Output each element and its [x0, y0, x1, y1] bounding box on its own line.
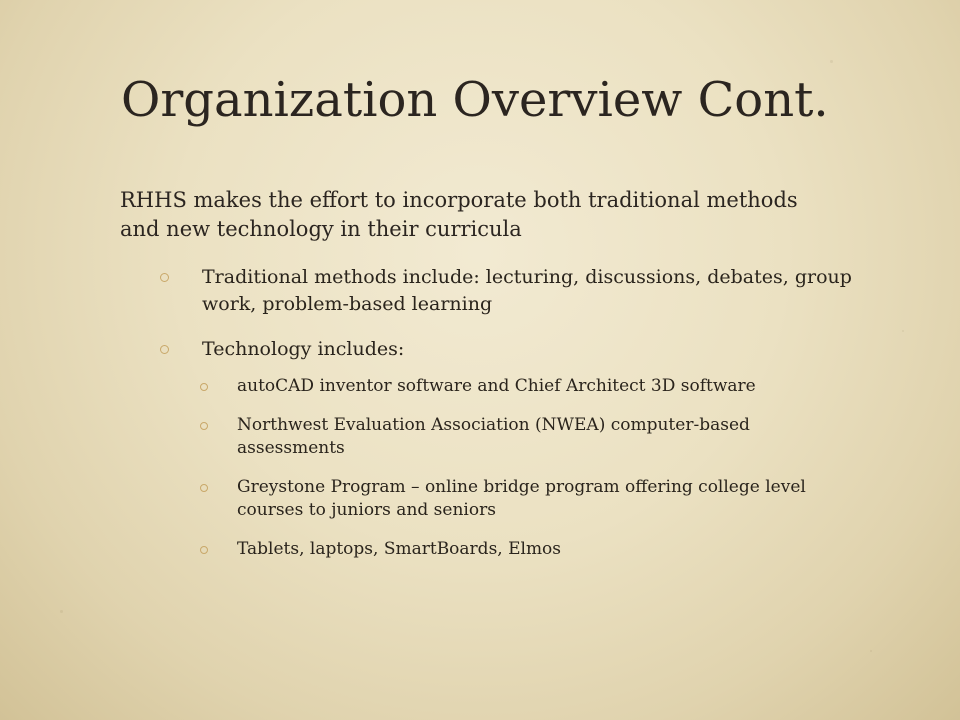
circle-bullet-icon — [200, 383, 208, 391]
circle-bullet-icon — [160, 345, 169, 354]
sub-list-item-text: Greystone Program – online bridge program offering college level courses to juniors and seniors — [237, 477, 806, 520]
list-item-text: Traditional methods include: lecturing, discussions, debates, group work, problem-based learning — [202, 266, 852, 315]
intro-text: RHHS makes the effort to incorporate both traditional methods and new technology in their curricula — [120, 188, 798, 241]
list-item — [160, 336, 860, 561]
texture-speck — [870, 650, 872, 652]
texture-speck — [830, 60, 833, 63]
sub-list-item — [200, 476, 860, 522]
sub-list-item — [200, 538, 860, 561]
circle-bullet-icon — [200, 484, 208, 492]
texture-speck — [60, 610, 63, 613]
circle-bullet-icon — [200, 422, 208, 430]
sub-bullet-list — [200, 375, 860, 561]
bullet-list — [160, 264, 860, 579]
sub-list-item — [200, 414, 860, 460]
slide-title: Organization Overview Cont. — [121, 72, 829, 128]
sub-list-item — [200, 375, 860, 398]
sub-list-item-text: Tablets, laptops, SmartBoards, Elmos — [237, 539, 562, 559]
list-item-text: Technology includes: — [202, 338, 405, 360]
sub-list-item-text: Northwest Evaluation Association (NWEA) computer-based assessments — [237, 415, 750, 458]
sub-list-item-text: autoCAD inventor software and Chief Architect 3D software — [237, 376, 756, 396]
texture-speck — [902, 330, 904, 332]
circle-bullet-icon — [160, 273, 169, 282]
circle-bullet-icon — [200, 546, 208, 554]
list-item — [160, 264, 860, 318]
